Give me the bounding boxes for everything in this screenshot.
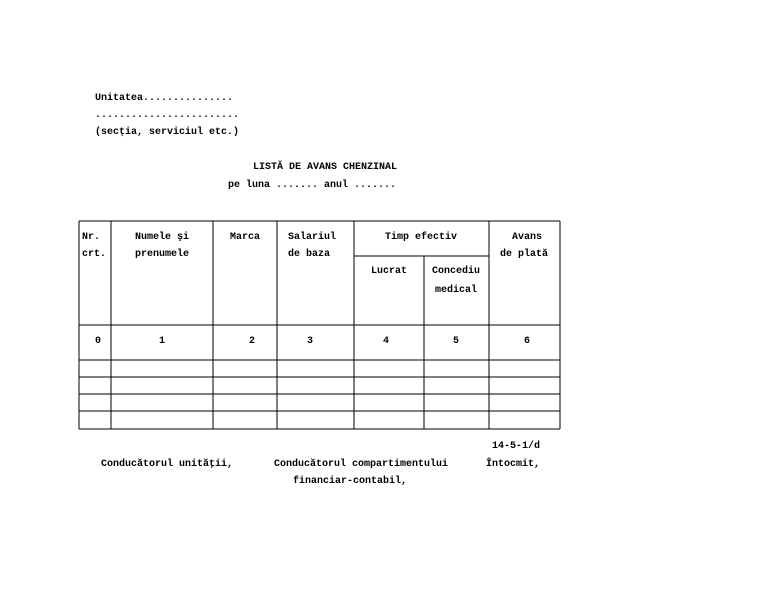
signature-unit-head: Conducătorul unităţii, xyxy=(101,459,234,470)
header-name-line2: prenumele xyxy=(134,249,190,260)
header-marca: Marca xyxy=(229,232,261,243)
unit-line: Unitatea............... xyxy=(95,93,234,104)
column-number: 6 xyxy=(523,336,531,347)
signature-financial-head-line2: financiar-contabil, xyxy=(293,476,408,487)
column-number: 1 xyxy=(158,336,166,347)
section-line: (secția, serviciul etc.) xyxy=(95,127,240,138)
form-code: 14-5-1/d xyxy=(492,441,541,452)
header-salary-line2: de baza xyxy=(288,249,331,260)
header-worked: Lucrat xyxy=(370,266,408,277)
signature-prepared-by: Întocmit, xyxy=(486,459,541,470)
signature-financial-head-line1: Conducătorul compartimentului xyxy=(274,459,449,470)
document-title: LISTĂ DE AVANS CHENZINAL xyxy=(252,162,398,173)
header-advance-line2: de plată xyxy=(499,249,549,260)
column-number: 0 xyxy=(94,336,102,347)
header-medical-leave-line1: Concediu xyxy=(431,266,481,277)
column-number: 2 xyxy=(248,336,256,347)
header-name-line1: Numele şi xyxy=(134,232,190,243)
header-medical-leave-line2: medical xyxy=(434,285,478,296)
unit-dots-line: ........................ xyxy=(95,110,240,121)
header-effective-time: Timp efectiv xyxy=(384,232,458,243)
header-nr-crt-line2: crt. xyxy=(82,249,107,260)
column-number: 4 xyxy=(382,336,390,347)
header-advance-line1: Avans xyxy=(511,232,543,243)
header-salary-line1: Salariul xyxy=(288,232,337,243)
document-period: pe luna ....... anul ....... xyxy=(227,180,397,191)
header-nr-crt-line1: Nr. xyxy=(82,232,101,243)
column-number: 3 xyxy=(306,336,314,347)
column-number: 5 xyxy=(452,336,460,347)
